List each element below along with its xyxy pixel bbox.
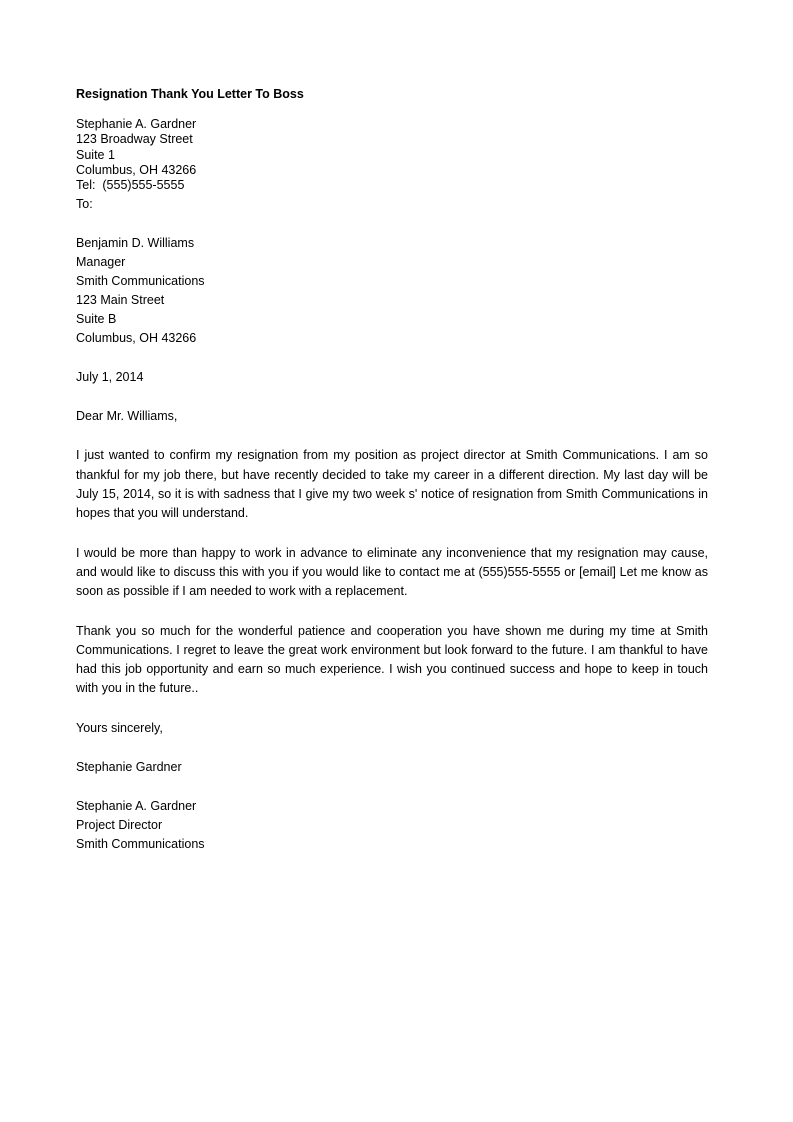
signoff-company: Smith Communications: [76, 836, 205, 851]
letter-date: July 1, 2014: [76, 370, 144, 385]
signoff-title: Project Director: [76, 817, 163, 832]
salutation: Dear Mr. Williams,: [76, 409, 178, 424]
recipient-address: [76, 234, 708, 348]
sender-suite: Suite 1: [76, 147, 115, 162]
recipient-title: Manager: [76, 255, 126, 270]
body-paragraph: Thank you so much for the wonderful patience and cooperation you have shown me during my time at Smith Communications. I regret to leave the great work environment but look forward to the future. I am thankful to have had this job opportunity and earn so much experience. I wish you continued success and hope to keep in touch with you in the future..: [76, 623, 708, 696]
letter-page: [76, 86, 708, 854]
closing: Yours sincerely,: [76, 720, 163, 735]
signoff-name: Stephanie A. Gardner: [76, 798, 197, 813]
signature: Stephanie Gardner: [76, 759, 182, 774]
body-paragraph: I would be more than happy to work in advance to eliminate any inconvenience that my resignation may cause, and would like to discuss this with you if you would like to contact me at (555)555-5555 or [email] Let me know as soon as possible if I am needed to work with a replacement.: [76, 545, 708, 599]
recipient-street: 123 Main Street: [76, 293, 165, 308]
sender-address: [76, 117, 708, 193]
document-title: Resignation Thank You Letter To Boss: [76, 87, 304, 101]
body-paragraph: I just wanted to confirm my resignation from my position as project director at Smith Communications. I am so thankful for my job there, but have recently decided to take my career in a different direction. My last day will be July 15, 2014, so it is with sadness that I give my two week s' notice of resignation from Smith Communications in hopes that you will understand.: [76, 448, 708, 521]
sender-city: Columbus, OH 43266: [76, 162, 197, 177]
signoff-block: [76, 797, 708, 854]
sender-name: Stephanie A. Gardner: [76, 117, 197, 131]
to-label: To:: [76, 197, 93, 212]
recipient-city: Columbus, OH 43266: [76, 331, 197, 346]
sender-phone: Tel: (555)555-5555: [76, 178, 185, 193]
recipient-company: Smith Communications: [76, 274, 205, 289]
recipient-name: Benjamin D. Williams: [76, 236, 195, 251]
sender-street: 123 Broadway Street: [76, 132, 193, 147]
recipient-suite: Suite B: [76, 312, 117, 327]
